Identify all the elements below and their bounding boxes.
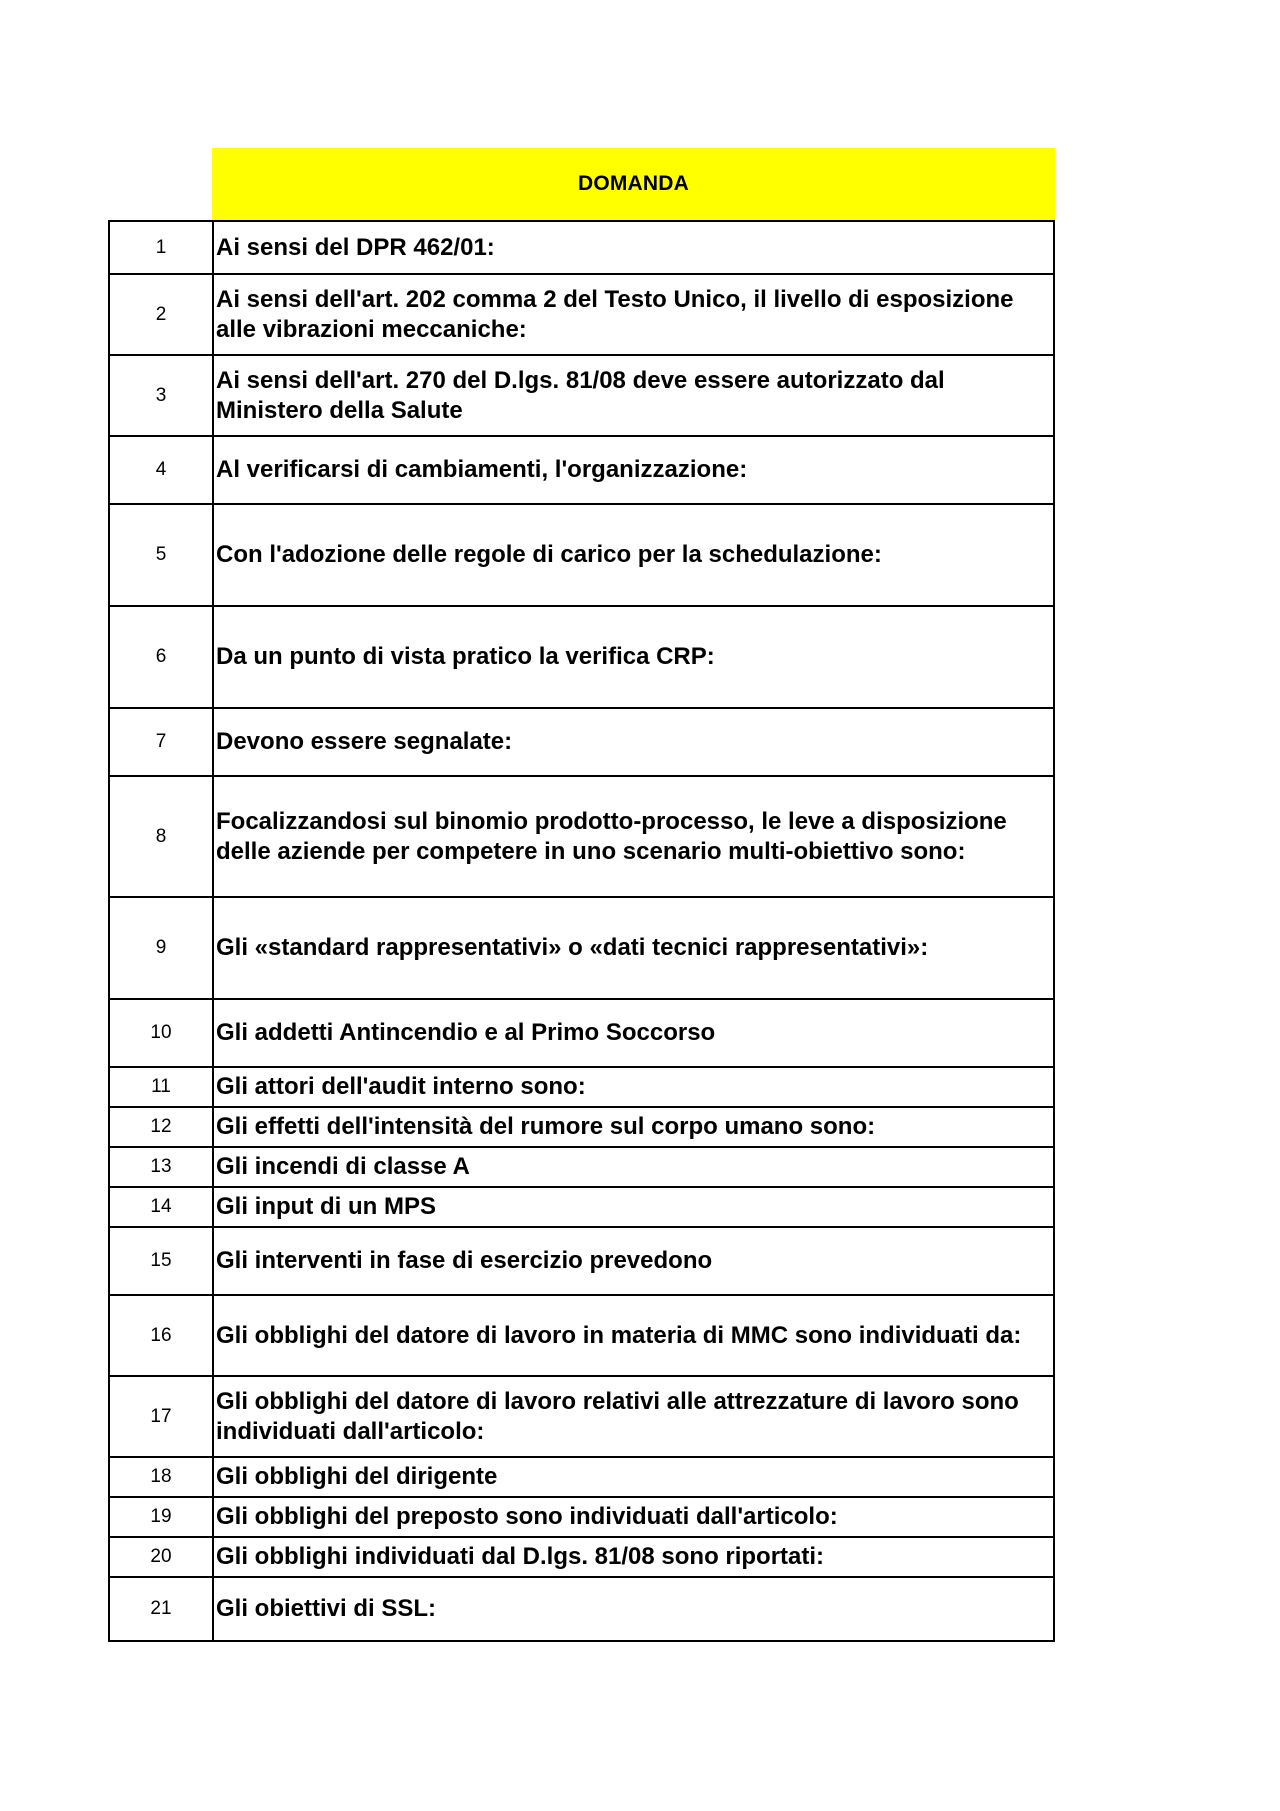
row-number: 3 <box>110 356 214 435</box>
question-text: Gli interventi in fase di esercizio prevedono <box>216 1247 713 1274</box>
row-number: 13 <box>110 1148 214 1186</box>
table-row <box>110 1498 1053 1538</box>
table-row <box>110 1458 1053 1498</box>
row-number: 15 <box>110 1228 214 1294</box>
question-text: Gli input di un MPS <box>216 1193 436 1220</box>
question-text: Gli obblighi individuati dal D.lgs. 81/08 sono riportati: <box>216 1543 825 1570</box>
table-row <box>110 898 1053 1000</box>
table-row <box>110 1188 1053 1228</box>
table-row <box>110 1108 1053 1148</box>
row-number: 6 <box>110 607 214 707</box>
row-number: 10 <box>110 1000 214 1066</box>
question-text: Gli attori dell'audit interno sono: <box>216 1073 586 1100</box>
row-number: 17 <box>110 1377 214 1456</box>
row-number: 12 <box>110 1108 214 1146</box>
question-text: Al verificarsi di cambiamenti, l'organizzazione: <box>216 456 748 483</box>
row-number: 16 <box>110 1296 214 1375</box>
question-text: Gli obblighi del datore di lavoro in materia di MMC sono individuati da: <box>216 1321 1022 1349</box>
question-text: Gli effetti dell'intensità del rumore sul corpo umano sono: <box>216 1113 876 1140</box>
column-header-domanda: DOMANDA <box>212 148 1055 220</box>
table-row <box>110 1068 1053 1108</box>
row-number: 14 <box>110 1188 214 1226</box>
question-text: Ai sensi dell'art. 270 del D.lgs. 81/08 deve essere autorizzato dal Ministero della Salute <box>216 366 945 424</box>
question-text: Gli obblighi del datore di lavoro relativi alle attrezzature di lavoro sono individuati dall'articolo: <box>216 1387 1019 1445</box>
question-text: Da un punto di vista pratico la verifica CRP: <box>216 643 715 670</box>
table-row <box>110 1377 1053 1458</box>
question-text: Focalizzandosi sul binomio prodotto-processo, le leve a disposizione delle aziende per competere in uno scenario multi-obiettivo sono: <box>216 807 1007 865</box>
row-number: 1 <box>110 222 214 273</box>
row-number: 5 <box>110 505 214 605</box>
table-row <box>110 356 1053 437</box>
table-row <box>110 1578 1053 1642</box>
row-number: 21 <box>110 1578 214 1640</box>
header-spacer <box>108 148 212 220</box>
question-table <box>108 220 1055 1642</box>
table-row <box>110 505 1053 607</box>
table-row <box>110 607 1053 709</box>
question-sheet <box>108 148 1055 1642</box>
table-row <box>110 222 1053 275</box>
table-row <box>110 275 1053 356</box>
table-row <box>110 1000 1053 1068</box>
row-number: 2 <box>110 275 214 354</box>
row-number: 8 <box>110 777 214 896</box>
question-text: Gli «standard rappresentativi» o «dati tecnici rappresentativi»: <box>216 934 929 961</box>
question-text: Con l'adozione delle regole di carico per la schedulazione: <box>216 541 882 568</box>
row-number: 11 <box>110 1068 214 1106</box>
question-text: Gli obblighi del preposto sono individuati dall'articolo: <box>216 1503 838 1530</box>
row-number: 18 <box>110 1458 214 1496</box>
table-row <box>110 437 1053 505</box>
question-text: Devono essere segnalate: <box>216 728 513 755</box>
row-number: 9 <box>110 898 214 998</box>
question-text: Ai sensi dell'art. 202 comma 2 del Testo Unico, il livello di esposizione alle vibrazioni meccaniche: <box>216 285 1014 343</box>
table-row <box>110 777 1053 898</box>
question-text: Gli addetti Antincendio e al Primo Soccorso <box>216 1019 716 1046</box>
table-row <box>110 1148 1053 1188</box>
table-row <box>110 709 1053 777</box>
table-row <box>110 1228 1053 1296</box>
row-number: 20 <box>110 1538 214 1576</box>
question-text: Gli obiettivi di SSL: <box>216 1595 437 1622</box>
table-row <box>110 1538 1053 1578</box>
question-text: Gli obblighi del dirigente <box>216 1463 498 1490</box>
row-number: 7 <box>110 709 214 775</box>
table-row <box>110 1296 1053 1377</box>
header-row <box>108 148 1055 220</box>
question-text: Gli incendi di classe A <box>216 1153 470 1180</box>
row-number: 19 <box>110 1498 214 1536</box>
row-number: 4 <box>110 437 214 503</box>
question-text: Ai sensi del DPR 462/01: <box>216 233 495 261</box>
